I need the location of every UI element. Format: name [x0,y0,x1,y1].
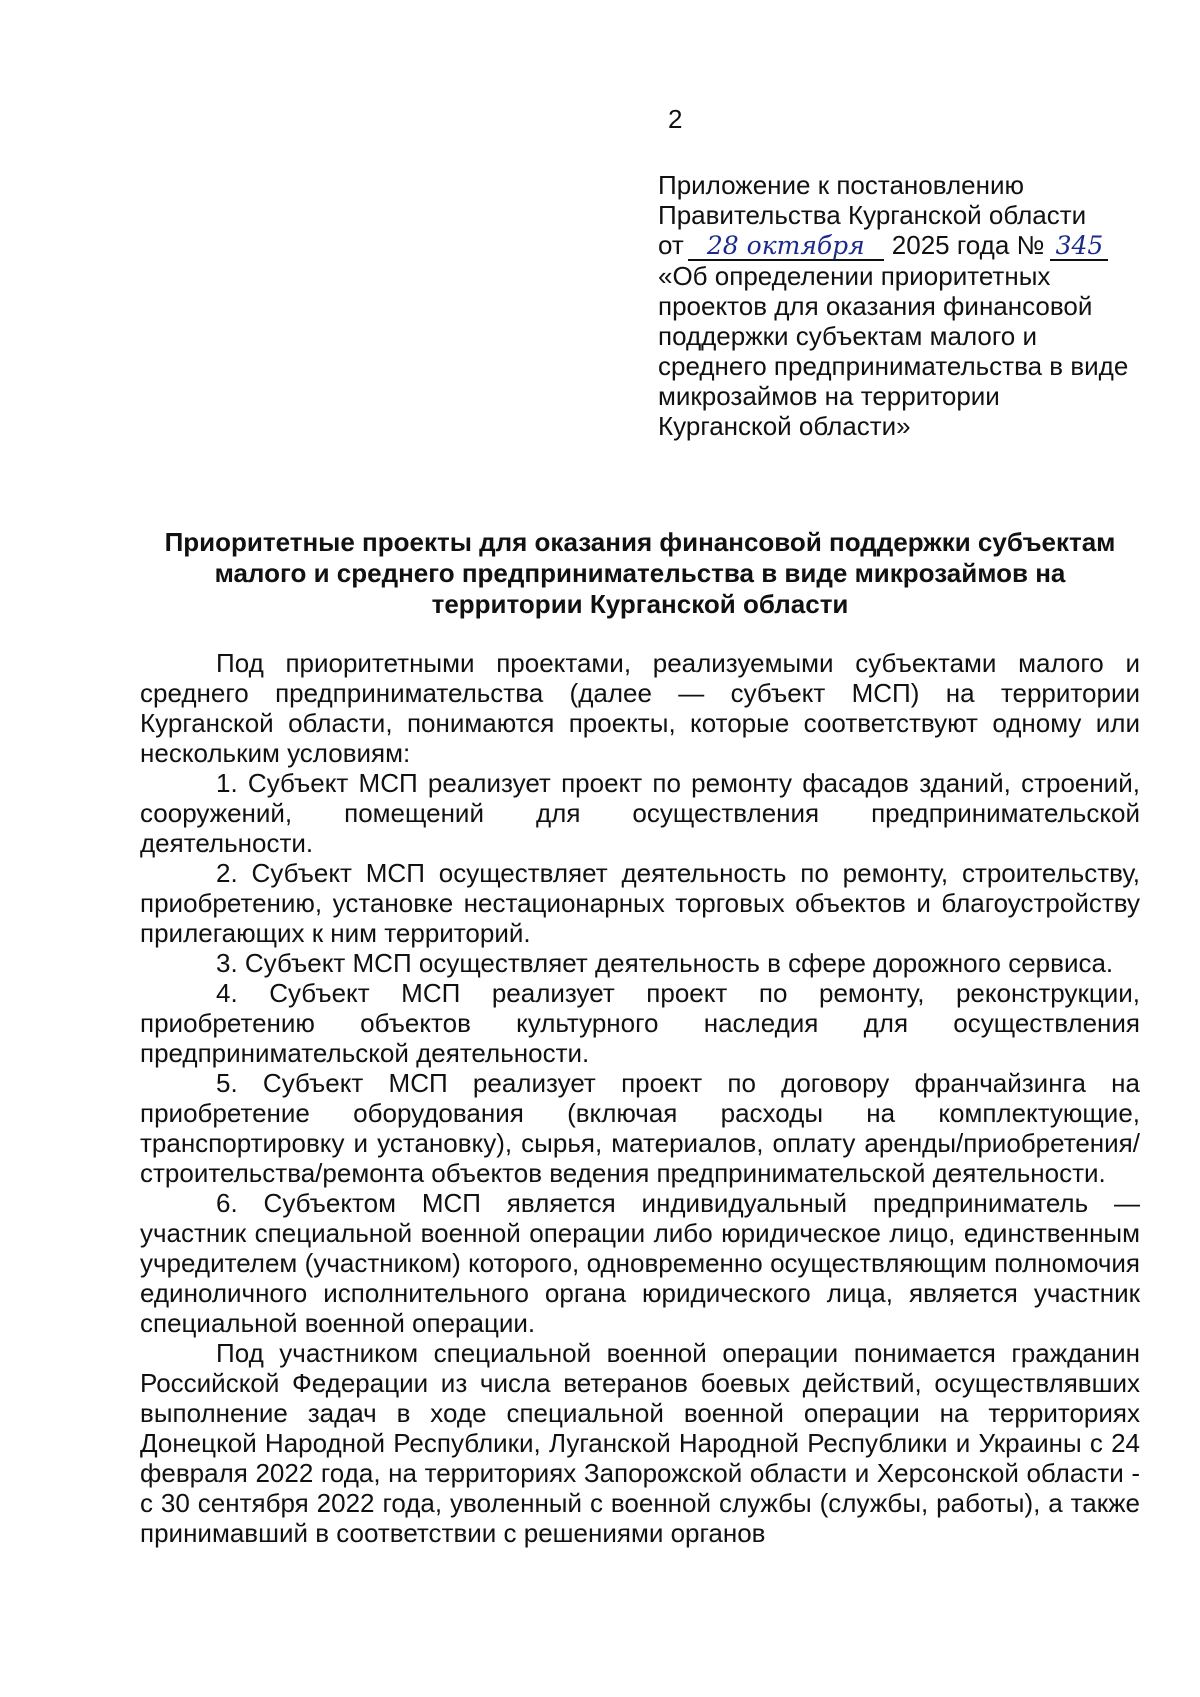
subject-line-1: «Об определении приоритетных [658,261,1051,291]
appendix-line-2: Правительства Курганской области [658,200,1087,230]
subject-line-2: проектов для оказания финансовой [658,291,1093,321]
page-number: 2 [668,104,683,134]
paragraph-item-5: 5. Субъект МСП реализует проект по договору франчайзинга на приобретение оборудования (включая расходы на комплектующие, транспортировку и установку), сырья, материалов, оплату аренды/приобретения/строительства/ремонта объектов ведения предпринимательской деятельности. [140,1068,1140,1188]
paragraph-item-3: 3. Субъект МСП осуществляет деятельность в сфере дорожного сервиса. [216,948,1114,978]
handwritten-number: 345 [1050,233,1108,261]
title-line-2: малого и среднего предпринимательства в виде микрозаймов на [214,558,1066,588]
document-body [140,648,1140,1548]
paragraph-item-2: 2. Субъект МСП осуществляет деятельность по ремонту, строительству, приобретению, установке нестационарных торговых объектов и благоустройству прилегающих к ним территорий. [140,858,1140,948]
paragraph-item-6: 6. Субъектом МСП является индивидуальный предприниматель — участник специальной военной операции либо юридическое лицо, единственным учредителем (участником) которого, одновременно осуществляющим полномочия единоличного исполнительного органа юридического лица, является участник специальной военной операции. [140,1188,1140,1338]
paragraph-definition: Под участником специальной военной операции понимается гражданин Российской Федерации из числа ветеранов боевых действий, осуществлявших выполнение задач в ходе специальной военной операции на территориях Донецкой Народной Республики, Луганской Народной Республики и Украины с 24 февраля 2022 года, на территориях Запорожской области и Херсонской области - с 30 сентября 2022 года, уволенный с военной службы (службы, работы), а также принимавший в соответствии с решениями органов [140,1338,1140,1548]
appendix-line-1: Приложение к постановлению [658,170,1024,200]
subject-line-4: среднего предпринимательства в виде [658,351,1129,381]
subject-line-3: поддержки субъектам малого и [658,321,1037,351]
paragraph-item-4: 4. Субъект МСП реализует проект по ремонту, реконструкции, приобретению объектов культурного наследия для осуществления предпринимательской деятельности. [140,978,1140,1068]
year-text: 2025 года № [891,230,1045,260]
handwritten-date: 28 октября [688,233,884,261]
subject-line-5: микрозаймов на территории [658,381,1000,411]
title-line-3: территории Курганской области [431,589,849,619]
title-line-1: Приоритетные проекты для оказания финансовой поддержки субъектам [164,527,1116,557]
paragraph-item-1: 1. Субъект МСП реализует проект по ремонту фасадов зданий, строений, сооружений, помещений для осуществления предпринимательской деятельности. [140,768,1140,858]
document-title [140,527,1140,620]
appendix-date-line [658,230,1148,261]
subject-line-6: Курганской области» [658,411,911,441]
date-prefix: от [658,230,684,260]
appendix-header [658,170,1148,441]
paragraph-intro: Под приоритетными проектами, реализуемыми субъектами малого и среднего предпринимательства (далее — субъект МСП) на территории Курганской области, понимаются проекты, которые соответствуют одному или нескольким условиям: [140,648,1140,768]
